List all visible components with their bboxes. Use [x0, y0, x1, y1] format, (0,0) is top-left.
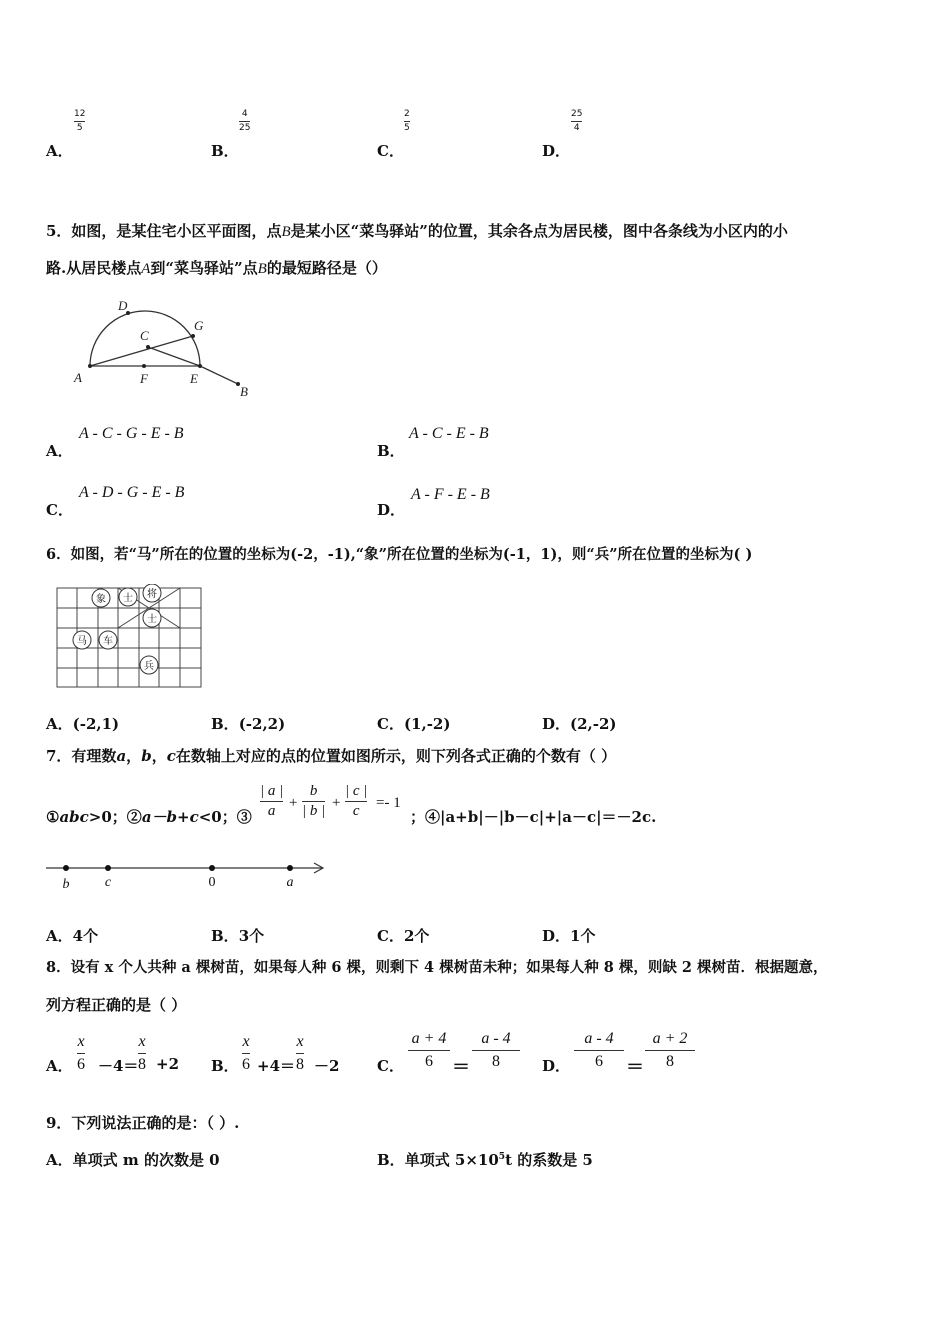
q7-fraction-c — [345, 784, 367, 819]
value: (-2,2) — [238, 715, 286, 733]
numerator: x — [77, 1033, 85, 1050]
numerator: a - 4 — [584, 1030, 614, 1047]
numerator: a + 4 — [411, 1030, 447, 1047]
value: 单项式 5×10 — [404, 1151, 499, 1169]
label-b: B — [240, 384, 248, 399]
label-g: G — [194, 318, 204, 333]
var-c: c — [166, 747, 176, 765]
q4-option-a-fraction — [74, 110, 85, 133]
q5-text: 5．如图，是某住宅小区平面图，点 — [46, 222, 282, 240]
value: 单项式 m 的次数是 0 — [72, 1151, 220, 1169]
label-d: D — [118, 298, 128, 313]
q7-fraction-a — [260, 784, 283, 819]
piece-ma: 马 — [77, 636, 87, 647]
q8-option-a-label: A． — [46, 1057, 73, 1075]
q9-stem: 9．下列说法正确的是：（ ）. — [46, 1114, 240, 1132]
denominator: 8 — [492, 1053, 500, 1070]
q5-text: 是某小区“菜鸟驿站”的位置，其余各点为居民楼，图中各条线为小区内的小 — [290, 222, 788, 240]
value: 1个 — [570, 927, 596, 945]
numerator: x — [138, 1033, 146, 1050]
q5-option-d-label: D． — [377, 501, 406, 519]
q4-option-a-label: A． — [46, 142, 73, 160]
q8-option-d-frac2 — [645, 1031, 695, 1070]
q4-option-c-label: C． — [377, 142, 404, 160]
q5-point-b: B — [281, 224, 291, 240]
q5-text: 的最短路径是（） — [266, 259, 387, 277]
q5-option-c-path: A - D - G - E - B — [79, 484, 185, 501]
var-b: b — [141, 747, 152, 765]
q7-option-d — [542, 925, 595, 946]
denominator: 8 — [138, 1056, 146, 1073]
q5-text: 到“菜鸟驿站”点 — [150, 259, 258, 277]
numerator: a + 2 — [652, 1030, 688, 1047]
denominator: 4 — [573, 123, 580, 133]
q5-option-a-label: A． — [46, 442, 73, 460]
label-f: F — [140, 371, 148, 386]
q9-option-a — [46, 1149, 220, 1170]
expr: abc — [59, 808, 89, 826]
q7-option-b — [211, 925, 264, 946]
var-a: a — [116, 747, 127, 765]
label: A． — [46, 927, 73, 945]
value: 2个 — [403, 927, 430, 945]
q7-fraction-b — [302, 784, 325, 819]
expr: a－b+c — [141, 808, 199, 826]
q7-option-a — [46, 925, 98, 946]
piece-bing: 兵 — [144, 661, 154, 672]
q6-board-figure — [55, 584, 205, 690]
q5-stem-line1 — [46, 221, 788, 242]
denominator: 5 — [76, 123, 83, 133]
q7-stem — [46, 746, 616, 766]
denominator: | b | — [302, 803, 326, 819]
q5-figure — [60, 290, 270, 405]
q4-option-b-fraction — [239, 110, 250, 133]
q9-option-b — [377, 1149, 593, 1170]
denominator: 6 — [242, 1056, 250, 1073]
value: t 的系数是 5 — [505, 1151, 593, 1169]
piece-shi-1: 士 — [123, 593, 133, 604]
q8-stem-line1: 8．设有 x 个人共种 a 棵树苗，如果每人种 6 棵，则剩下 4 棵树苗未种；如果每人种 8 棵，则缺 2 棵树苗．根据题意， — [46, 959, 828, 976]
q8-option-d-frac1 — [574, 1031, 624, 1070]
numerator: 12 — [74, 109, 86, 119]
q8-option-c-frac1 — [408, 1031, 450, 1070]
text: 7．有理数 — [46, 747, 117, 765]
q8-option-b-mid: +4＝ — [257, 1057, 296, 1075]
numerator: a - 4 — [481, 1030, 511, 1047]
q4-option-d-label: D． — [542, 142, 571, 160]
q8-option-c-mid: ＝ — [452, 1057, 470, 1078]
q5-option-b-label: B． — [377, 442, 405, 460]
q6-option-a — [46, 713, 119, 734]
value: 4个 — [72, 927, 99, 945]
label-c: C — [140, 328, 149, 343]
q4-option-c-fraction — [404, 110, 410, 133]
exponent: 5 — [498, 1152, 506, 1162]
q8-stem-line2: 列方程正确的是（ ） — [46, 996, 187, 1014]
label-a: A — [74, 370, 82, 385]
label: C． — [377, 715, 404, 733]
label: B． — [211, 715, 239, 733]
numerator: | a | — [260, 783, 284, 799]
q5-option-b-path: A - C - E - B — [409, 425, 489, 442]
numerator: 2 — [404, 109, 410, 119]
q8-option-c-label: C． — [377, 1057, 404, 1075]
axis-label-a: a — [286, 875, 294, 890]
q8-option-a-tail: +2 — [156, 1055, 180, 1073]
denominator: c — [352, 803, 360, 819]
q8-option-a-frac1 — [77, 1034, 85, 1073]
label: D． — [542, 715, 571, 733]
plus-sign: + — [288, 795, 299, 811]
numerator: 25 — [571, 109, 583, 119]
q5-point-b: B — [257, 261, 267, 277]
text: ， — [151, 747, 167, 765]
q8-option-d-label: D． — [542, 1057, 571, 1075]
q6-option-b — [211, 713, 285, 734]
q5-option-d-path: A - F - E - B — [411, 486, 490, 503]
text: ， — [126, 747, 142, 765]
q5-text: 路.从居民楼点 — [46, 259, 142, 277]
denominator: 25 — [239, 123, 251, 133]
numerator: | c | — [345, 783, 368, 799]
label: A． — [46, 1151, 73, 1169]
q8-option-a-mid: －4＝ — [98, 1057, 139, 1075]
q6-option-d — [542, 713, 617, 734]
label-e: E — [190, 371, 198, 386]
text: ① — [46, 808, 60, 826]
q8-option-c-frac2 — [472, 1031, 520, 1070]
q7-option-c — [377, 925, 429, 946]
q7-statements-1-2 — [46, 806, 252, 827]
numerator: x — [242, 1033, 250, 1050]
value: (2,-2) — [570, 715, 617, 733]
q5-option-a-path: A - C - G - E - B — [79, 425, 184, 442]
q8-option-b-frac2 — [296, 1034, 304, 1073]
piece-jiang: 将 — [147, 589, 157, 600]
axis-label-c: c — [104, 875, 112, 890]
q8-option-d-mid: ＝ — [626, 1057, 644, 1078]
label: D． — [542, 927, 571, 945]
q8-option-b-frac1 — [242, 1034, 250, 1073]
text: 在数轴上对应的点的位置如图所示，则下列各式正确的个数有（ ） — [175, 747, 617, 765]
denominator: 6 — [425, 1053, 433, 1070]
q7-number-line — [40, 855, 340, 895]
q7-statement-4: ；④|a+b|－|b－c|+|a－c|＝－2c. — [410, 808, 657, 826]
text: >0；② — [88, 808, 142, 826]
line-ce — [148, 347, 200, 366]
label: C． — [377, 927, 404, 945]
q8-option-b-label: B． — [211, 1057, 239, 1075]
label: A． — [46, 715, 73, 733]
q5-option-c-label: C． — [46, 501, 73, 519]
piece-xiang: 象 — [96, 594, 106, 605]
label: B． — [211, 927, 239, 945]
denominator: 6 — [595, 1053, 603, 1070]
piece-che: 车 — [103, 636, 113, 647]
denominator: a — [267, 803, 276, 819]
q8-option-a-frac2 — [138, 1034, 146, 1073]
numerator: 4 — [241, 109, 248, 119]
value: (1,-2) — [403, 715, 451, 733]
equals-result: =- 1 — [376, 795, 401, 811]
q6-stem: 6．如图，若“马”所在的位置的坐标为(-2，-1),“象”所在位置的坐标为(-1，1)，则“兵”所在位置的坐标为( ) — [46, 546, 753, 563]
line-eb — [200, 366, 238, 384]
numerator: x — [296, 1033, 304, 1050]
value: (-2,1) — [72, 715, 120, 733]
label: B． — [377, 1151, 405, 1169]
plus-sign: + — [331, 795, 342, 811]
piece-shi-2: 士 — [147, 614, 157, 625]
denominator: 8 — [666, 1053, 674, 1070]
axis-label-b: b — [62, 877, 70, 892]
q5-point-a: A — [141, 261, 151, 277]
numerator: b — [309, 783, 318, 799]
q8-option-b-tail: －2 — [314, 1057, 340, 1075]
axis-label-zero: 0 — [208, 875, 216, 890]
q4-option-b-label: B． — [211, 142, 239, 160]
q6-option-c — [377, 713, 450, 734]
text: <0；③ — [198, 808, 252, 826]
q5-stem-line2 — [46, 258, 387, 279]
denominator: 6 — [77, 1056, 85, 1073]
value: 3个 — [238, 927, 265, 945]
denominator: 5 — [404, 123, 410, 133]
q4-option-d-fraction — [571, 110, 582, 133]
denominator: 8 — [296, 1056, 304, 1073]
